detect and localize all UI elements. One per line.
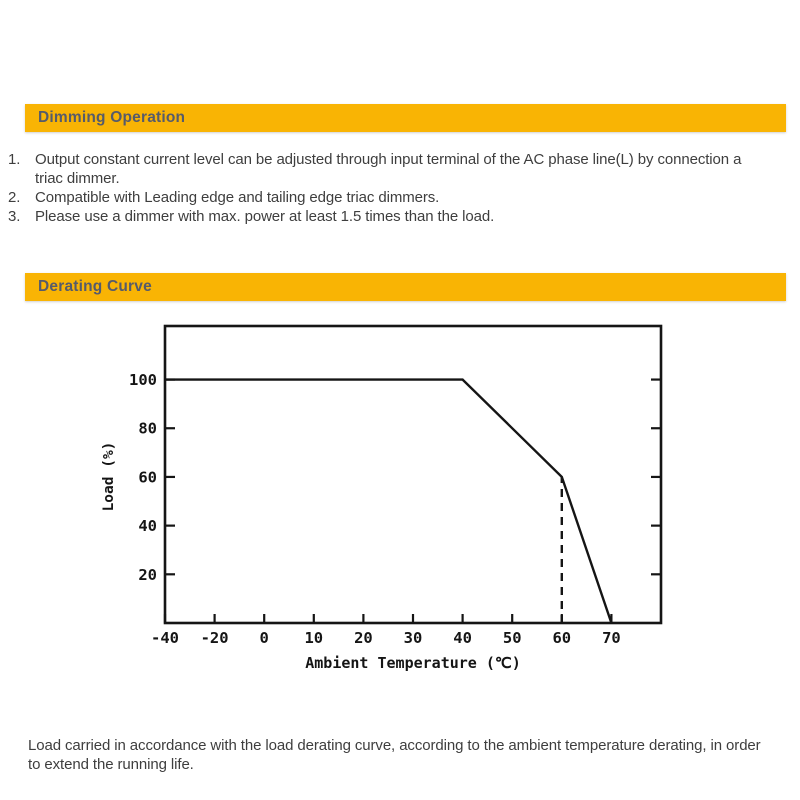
load-derating-curve — [165, 380, 611, 623]
y-axis-label: Load (%) — [101, 441, 117, 512]
x-tick-label: 10 — [304, 629, 324, 647]
x-tick-label: 50 — [502, 629, 522, 647]
chart-frame — [165, 326, 661, 623]
y-tick-label: 20 — [138, 565, 157, 584]
x-tick-label: -40 — [151, 629, 179, 647]
list-item-text: Output constant current level can be adjusted through input terminal of the AC phase line(L) by connection a triac dimmer. — [35, 151, 742, 187]
x-tick-label: 40 — [453, 629, 472, 647]
section-title-derating: Derating Curve — [38, 278, 152, 295]
y-tick-label: 60 — [138, 468, 157, 487]
section-title-dimming: Dimming Operation — [38, 109, 186, 126]
list-item-number: 3. — [8, 208, 21, 225]
x-tick-label: 0 — [259, 629, 269, 647]
x-axis-label: Ambient Temperature (℃) — [305, 654, 521, 672]
y-tick-label: 80 — [138, 419, 157, 438]
list-item-text: Please use a dimmer with max. power at least 1.5 times than the load. — [35, 208, 495, 225]
y-tick-label: 100 — [129, 371, 157, 390]
list-item-number: 1. — [8, 151, 21, 168]
y-tick-label: 40 — [138, 517, 157, 536]
x-tick-label: 30 — [403, 629, 423, 647]
x-tick-label: 70 — [602, 629, 621, 647]
x-tick-label: 20 — [354, 629, 373, 647]
list-item-text: Compatible with Leading edge and tailing edge triac dimmers. — [35, 189, 440, 206]
derating-note: Load carried in accordance with the load derating curve, according to the ambient temperature derating, in order to extend the running life. — [28, 737, 761, 773]
x-tick-label: -20 — [200, 629, 229, 647]
x-tick-label: 60 — [552, 629, 572, 647]
list-item-number: 2. — [8, 189, 21, 206]
